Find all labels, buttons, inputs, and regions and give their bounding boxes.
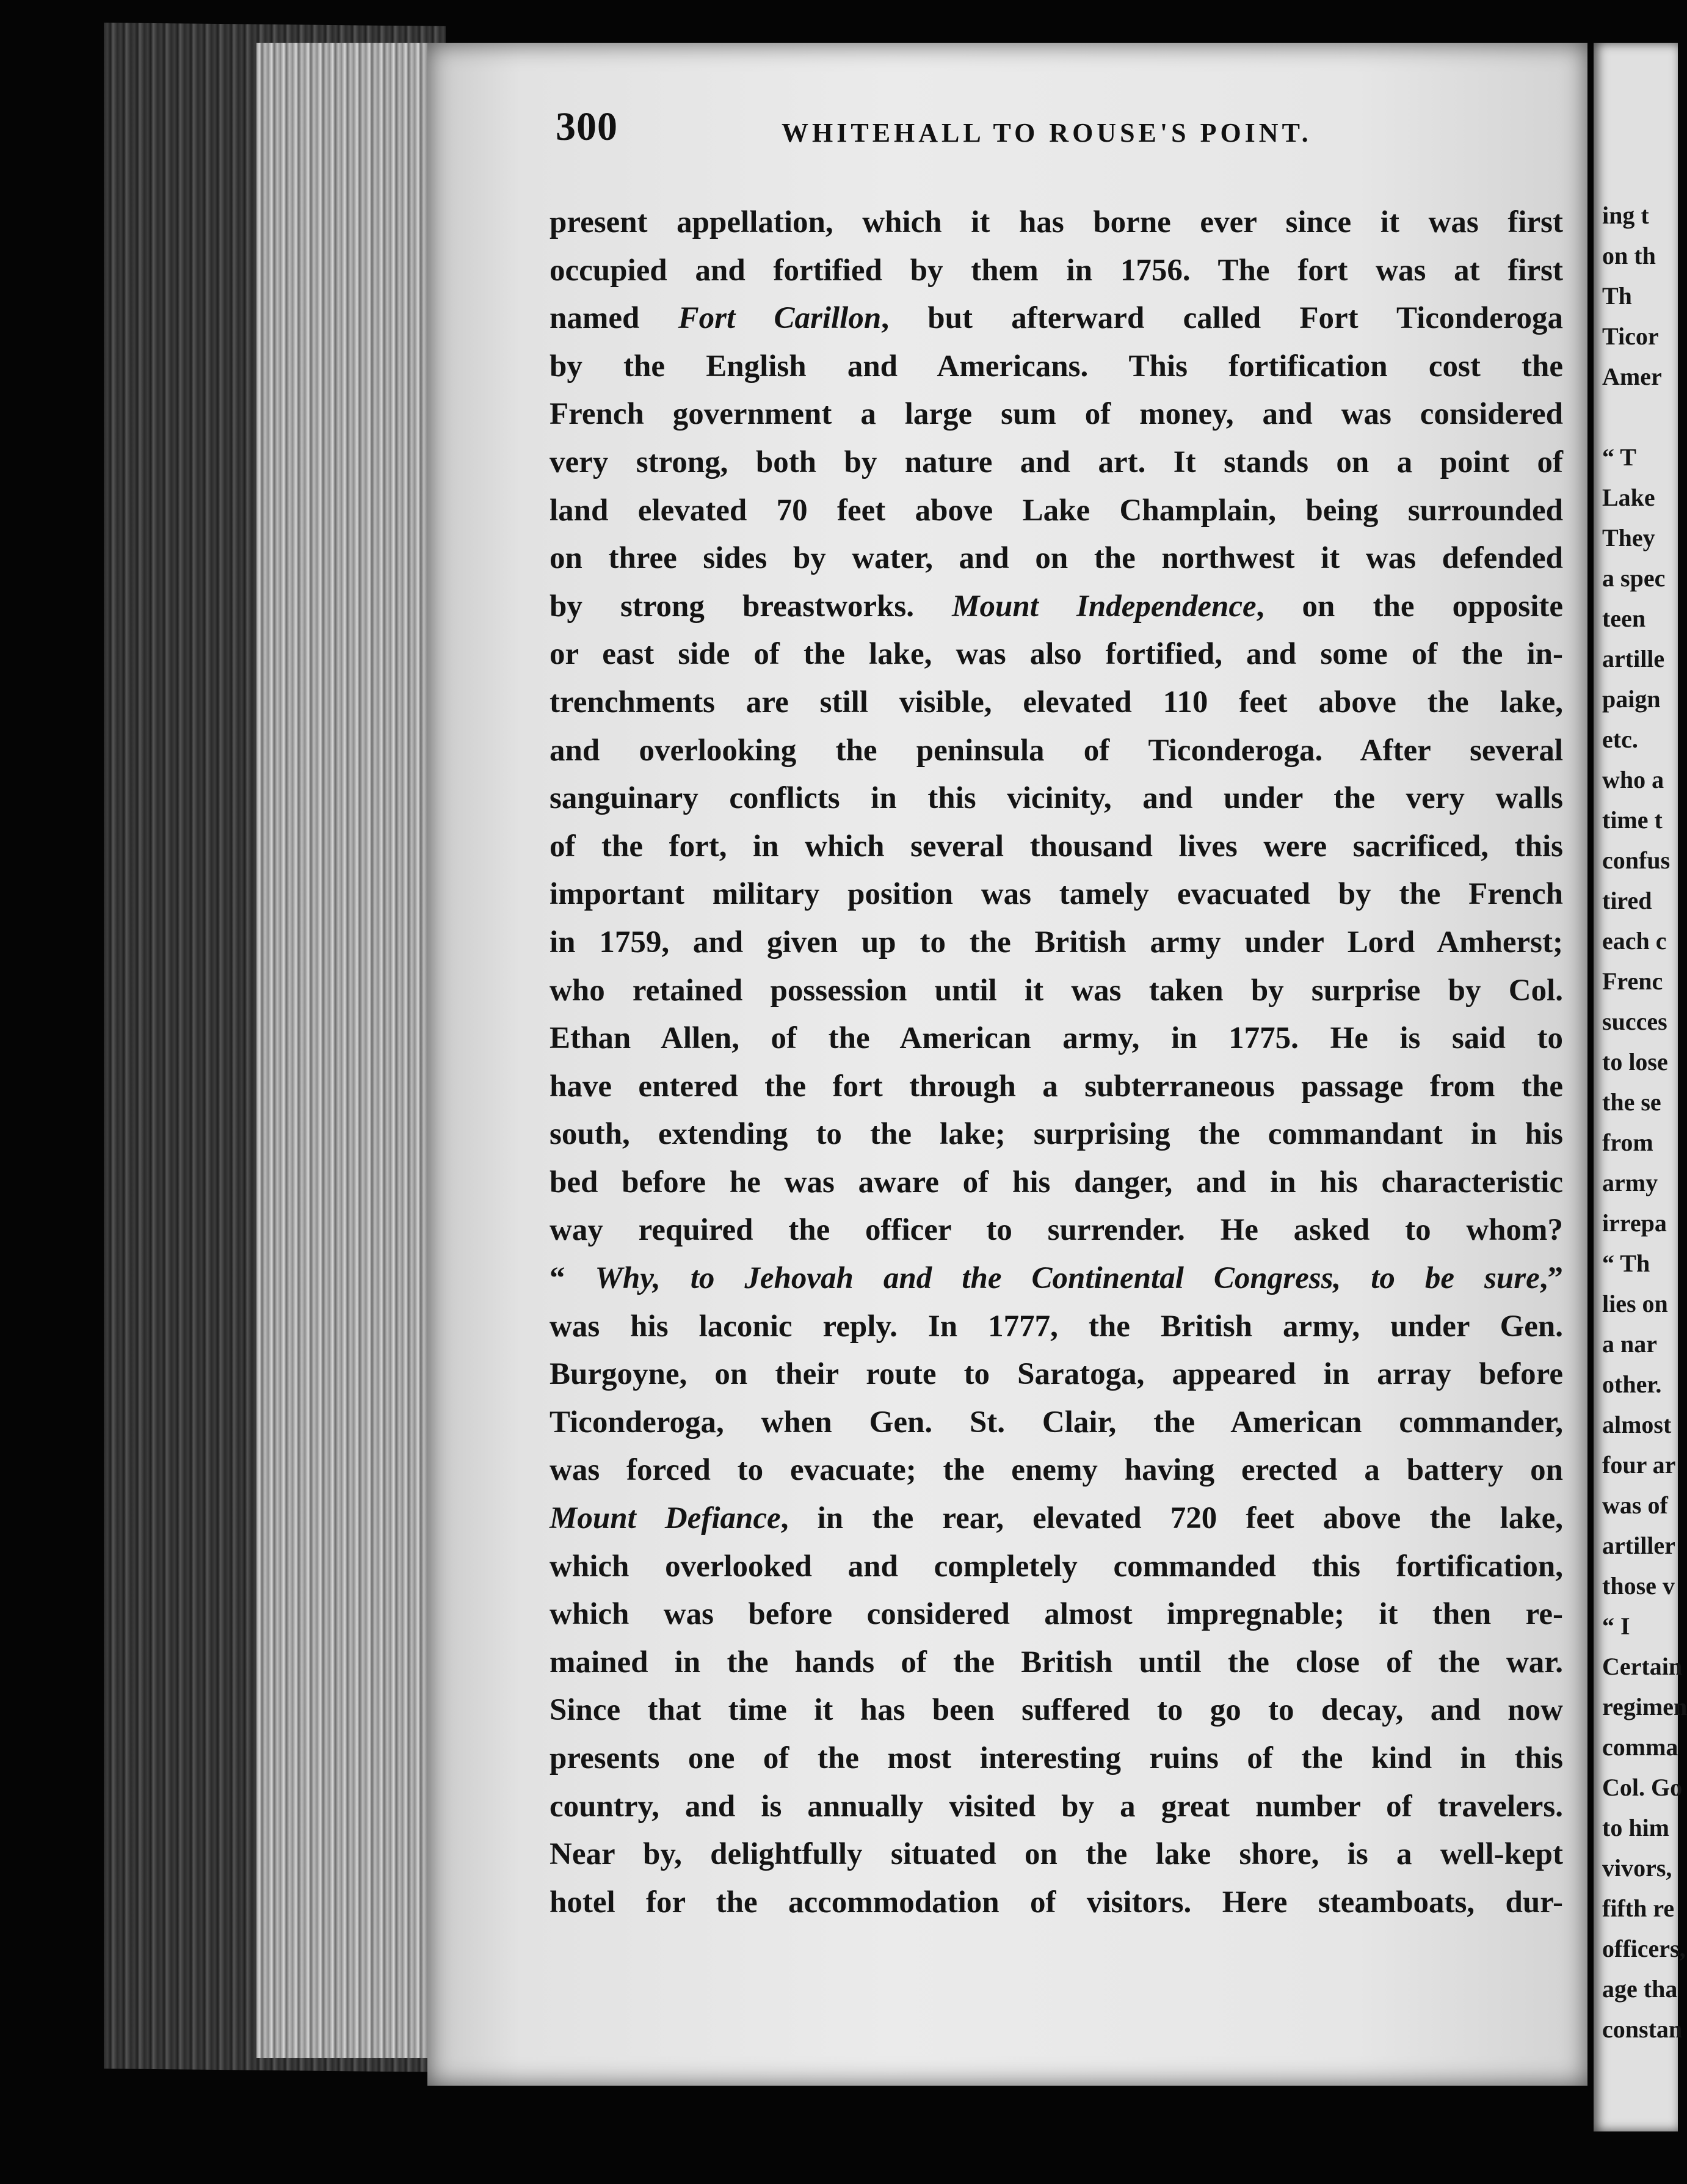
facing-page-line: army: [1602, 1169, 1658, 1196]
text-line: which was before considered almost impregnable; it then re-: [550, 1597, 1563, 1632]
running-head: [556, 104, 1563, 165]
text-line: mained in the hands of the British until the close of the war.: [550, 1645, 1563, 1680]
facing-page-line: regimen: [1602, 1693, 1687, 1720]
text-line: by strong breastworks. Mount Independence, on the opposite: [550, 589, 1563, 624]
text-line: Ethan Allen, of the American army, in 1775. He is said to: [550, 1021, 1563, 1056]
facing-page-line: “ Th: [1602, 1250, 1650, 1277]
text-line: country, and is annually visited by a great number of travelers.: [550, 1789, 1563, 1824]
facing-page-line: on th: [1602, 242, 1656, 269]
text-line: Ticonderoga, when Gen. St. Clair, the American commander,: [550, 1405, 1563, 1440]
text-line: bed before he was aware of his danger, and in his characteristic: [550, 1165, 1563, 1199]
text-line: which overlooked and completely commanded this fortification,: [550, 1549, 1563, 1584]
text-line: Near by, delightfully situated on the lake shore, is a well-kept: [550, 1837, 1563, 1872]
running-head-title: WHITEHALL TO ROUSE'S POINT.: [782, 118, 1312, 148]
body-text: [550, 198, 1563, 1926]
facing-page-line: They: [1602, 524, 1655, 551]
facing-page-line: confus: [1602, 846, 1671, 874]
facing-page-edge: [1594, 43, 1687, 2131]
facing-page-line: Ticor: [1602, 322, 1659, 350]
facing-page-line: the se: [1602, 1088, 1661, 1116]
facing-page-line: comma: [1602, 1733, 1678, 1761]
facing-page-line: age tha: [1602, 1975, 1678, 2003]
facing-page-line: Frenc: [1602, 967, 1663, 995]
facing-page-line: “ T: [1602, 443, 1636, 471]
text-line: on three sides by water, and on the northwest it was defended: [550, 541, 1563, 576]
facing-page-line: “ I: [1602, 1612, 1630, 1640]
text-line: Since that time it has been suffered to go to decay, and now: [550, 1693, 1563, 1728]
facing-page-line: four ar: [1602, 1451, 1676, 1479]
text-line: or east side of the lake, was also fortified, and some of the in-: [550, 637, 1563, 672]
facing-page-line: irrepa: [1602, 1209, 1667, 1237]
facing-page-line: paign: [1602, 685, 1661, 713]
facing-page-line: time t: [1602, 806, 1663, 834]
facing-page-line: officers,: [1602, 1935, 1686, 1962]
text-line: “ Why, to Jehovah and the Continental Congress, to be sure,”: [550, 1261, 1564, 1296]
text-line: sanguinary conflicts in this vicinity, and under the very walls: [550, 781, 1563, 816]
facing-page-line: constan: [1602, 2015, 1683, 2043]
italic-text: Fort Carillon: [678, 301, 882, 336]
text-line: Mount Defiance, in the rear, elevated 720 feet above the lake,: [550, 1501, 1564, 1536]
text-line: of the fort, in which several thousand lives were sacrificed, this: [550, 829, 1563, 864]
text-line: have entered the fort through a subterraneous passage from the: [550, 1069, 1563, 1104]
facing-page-line: from: [1602, 1129, 1653, 1156]
facing-page-line: succes: [1602, 1008, 1667, 1035]
text-line: in 1759, and given up to the British army under Lord Amherst;: [550, 925, 1563, 959]
facing-page-line: fifth re: [1602, 1895, 1675, 1922]
book-page-edges-light: [256, 43, 434, 2058]
facing-page-line: vivors,: [1602, 1854, 1672, 1882]
text-line: presents one of the most interesting ruins of the kind in this: [550, 1741, 1563, 1775]
facing-page-line: to him: [1602, 1814, 1669, 1841]
italic-text: Mount Independence: [952, 589, 1257, 624]
text-line: and overlooking the peninsula of Ticonderoga. After several: [550, 733, 1563, 768]
page-number: 300: [556, 104, 618, 149]
facing-page-line: artiller: [1602, 1532, 1675, 1559]
facing-page-line: Amer: [1602, 363, 1662, 390]
facing-page-line: Th: [1602, 282, 1632, 310]
facing-page-line: etc.: [1602, 726, 1638, 753]
facing-page-line: each c: [1602, 927, 1667, 955]
facing-page-line: who a: [1602, 766, 1664, 793]
text-line: was his laconic reply. In 1777, the British army, under Gen.: [550, 1309, 1563, 1344]
italic-text: Mount Defiance: [550, 1501, 781, 1536]
facing-page-line: [1594, 397, 1687, 437]
text-line: hotel for the accommodation of visitors. Here steamboats, dur-: [550, 1885, 1563, 1920]
facing-page-line: was of: [1602, 1491, 1668, 1519]
facing-page-line: ing t: [1602, 202, 1649, 229]
text-line: named Fort Carillon, but afterward called Fort Ticonderoga: [550, 301, 1563, 336]
text-line: was forced to evacuate; the enemy having erected a battery on: [550, 1453, 1563, 1488]
facing-page-line: tired: [1602, 887, 1652, 914]
text-line: trenchments are still visible, elevated 110 feet above the lake,: [550, 685, 1563, 719]
text-line: present appellation, which it has borne ever since it was first: [550, 205, 1563, 239]
facing-page-line: a nar: [1602, 1330, 1657, 1358]
text-line: who retained possession until it was taken by surprise by Col.: [550, 973, 1563, 1008]
facing-page-line: those v: [1602, 1572, 1675, 1600]
facing-page-line: lies on: [1602, 1290, 1668, 1317]
text-line: by the English and Americans. This fortification cost the: [550, 349, 1563, 384]
facing-page-text: [1594, 195, 1687, 2050]
text-line: south, extending to the lake; surprising the commandant in his: [550, 1117, 1563, 1152]
facing-page-line: almost: [1602, 1411, 1672, 1438]
facing-page-line: to lose: [1602, 1048, 1668, 1076]
facing-page-line: teen: [1602, 605, 1646, 632]
text-line: Burgoyne, on their route to Saratoga, appeared in array before: [550, 1357, 1563, 1392]
text-line: way required the officer to surrender. He asked to whom?: [550, 1213, 1563, 1248]
facing-page-line: other.: [1602, 1370, 1662, 1398]
text-line: occupied and fortified by them in 1756. The fort was at first: [550, 253, 1563, 288]
facing-page-line: Lake: [1602, 484, 1655, 511]
text-line: French government a large sum of money, and was considered: [550, 397, 1563, 432]
book-page: [427, 43, 1587, 2086]
italic-text: Why, to Jehovah and the Continental Congress, to be sure: [595, 1261, 1540, 1296]
text-line: very strong, both by nature and art. It stands on a point of: [550, 445, 1563, 479]
text-line: important military position was tamely evacuated by the French: [550, 877, 1563, 912]
facing-page-line: a spec: [1602, 564, 1666, 592]
text-line: land elevated 70 feet above Lake Champlain, being surrounded: [550, 493, 1563, 528]
facing-page-line: Certain: [1602, 1653, 1683, 1680]
facing-page-line: artille: [1602, 645, 1665, 672]
facing-page-line: Col. Go: [1602, 1774, 1683, 1801]
